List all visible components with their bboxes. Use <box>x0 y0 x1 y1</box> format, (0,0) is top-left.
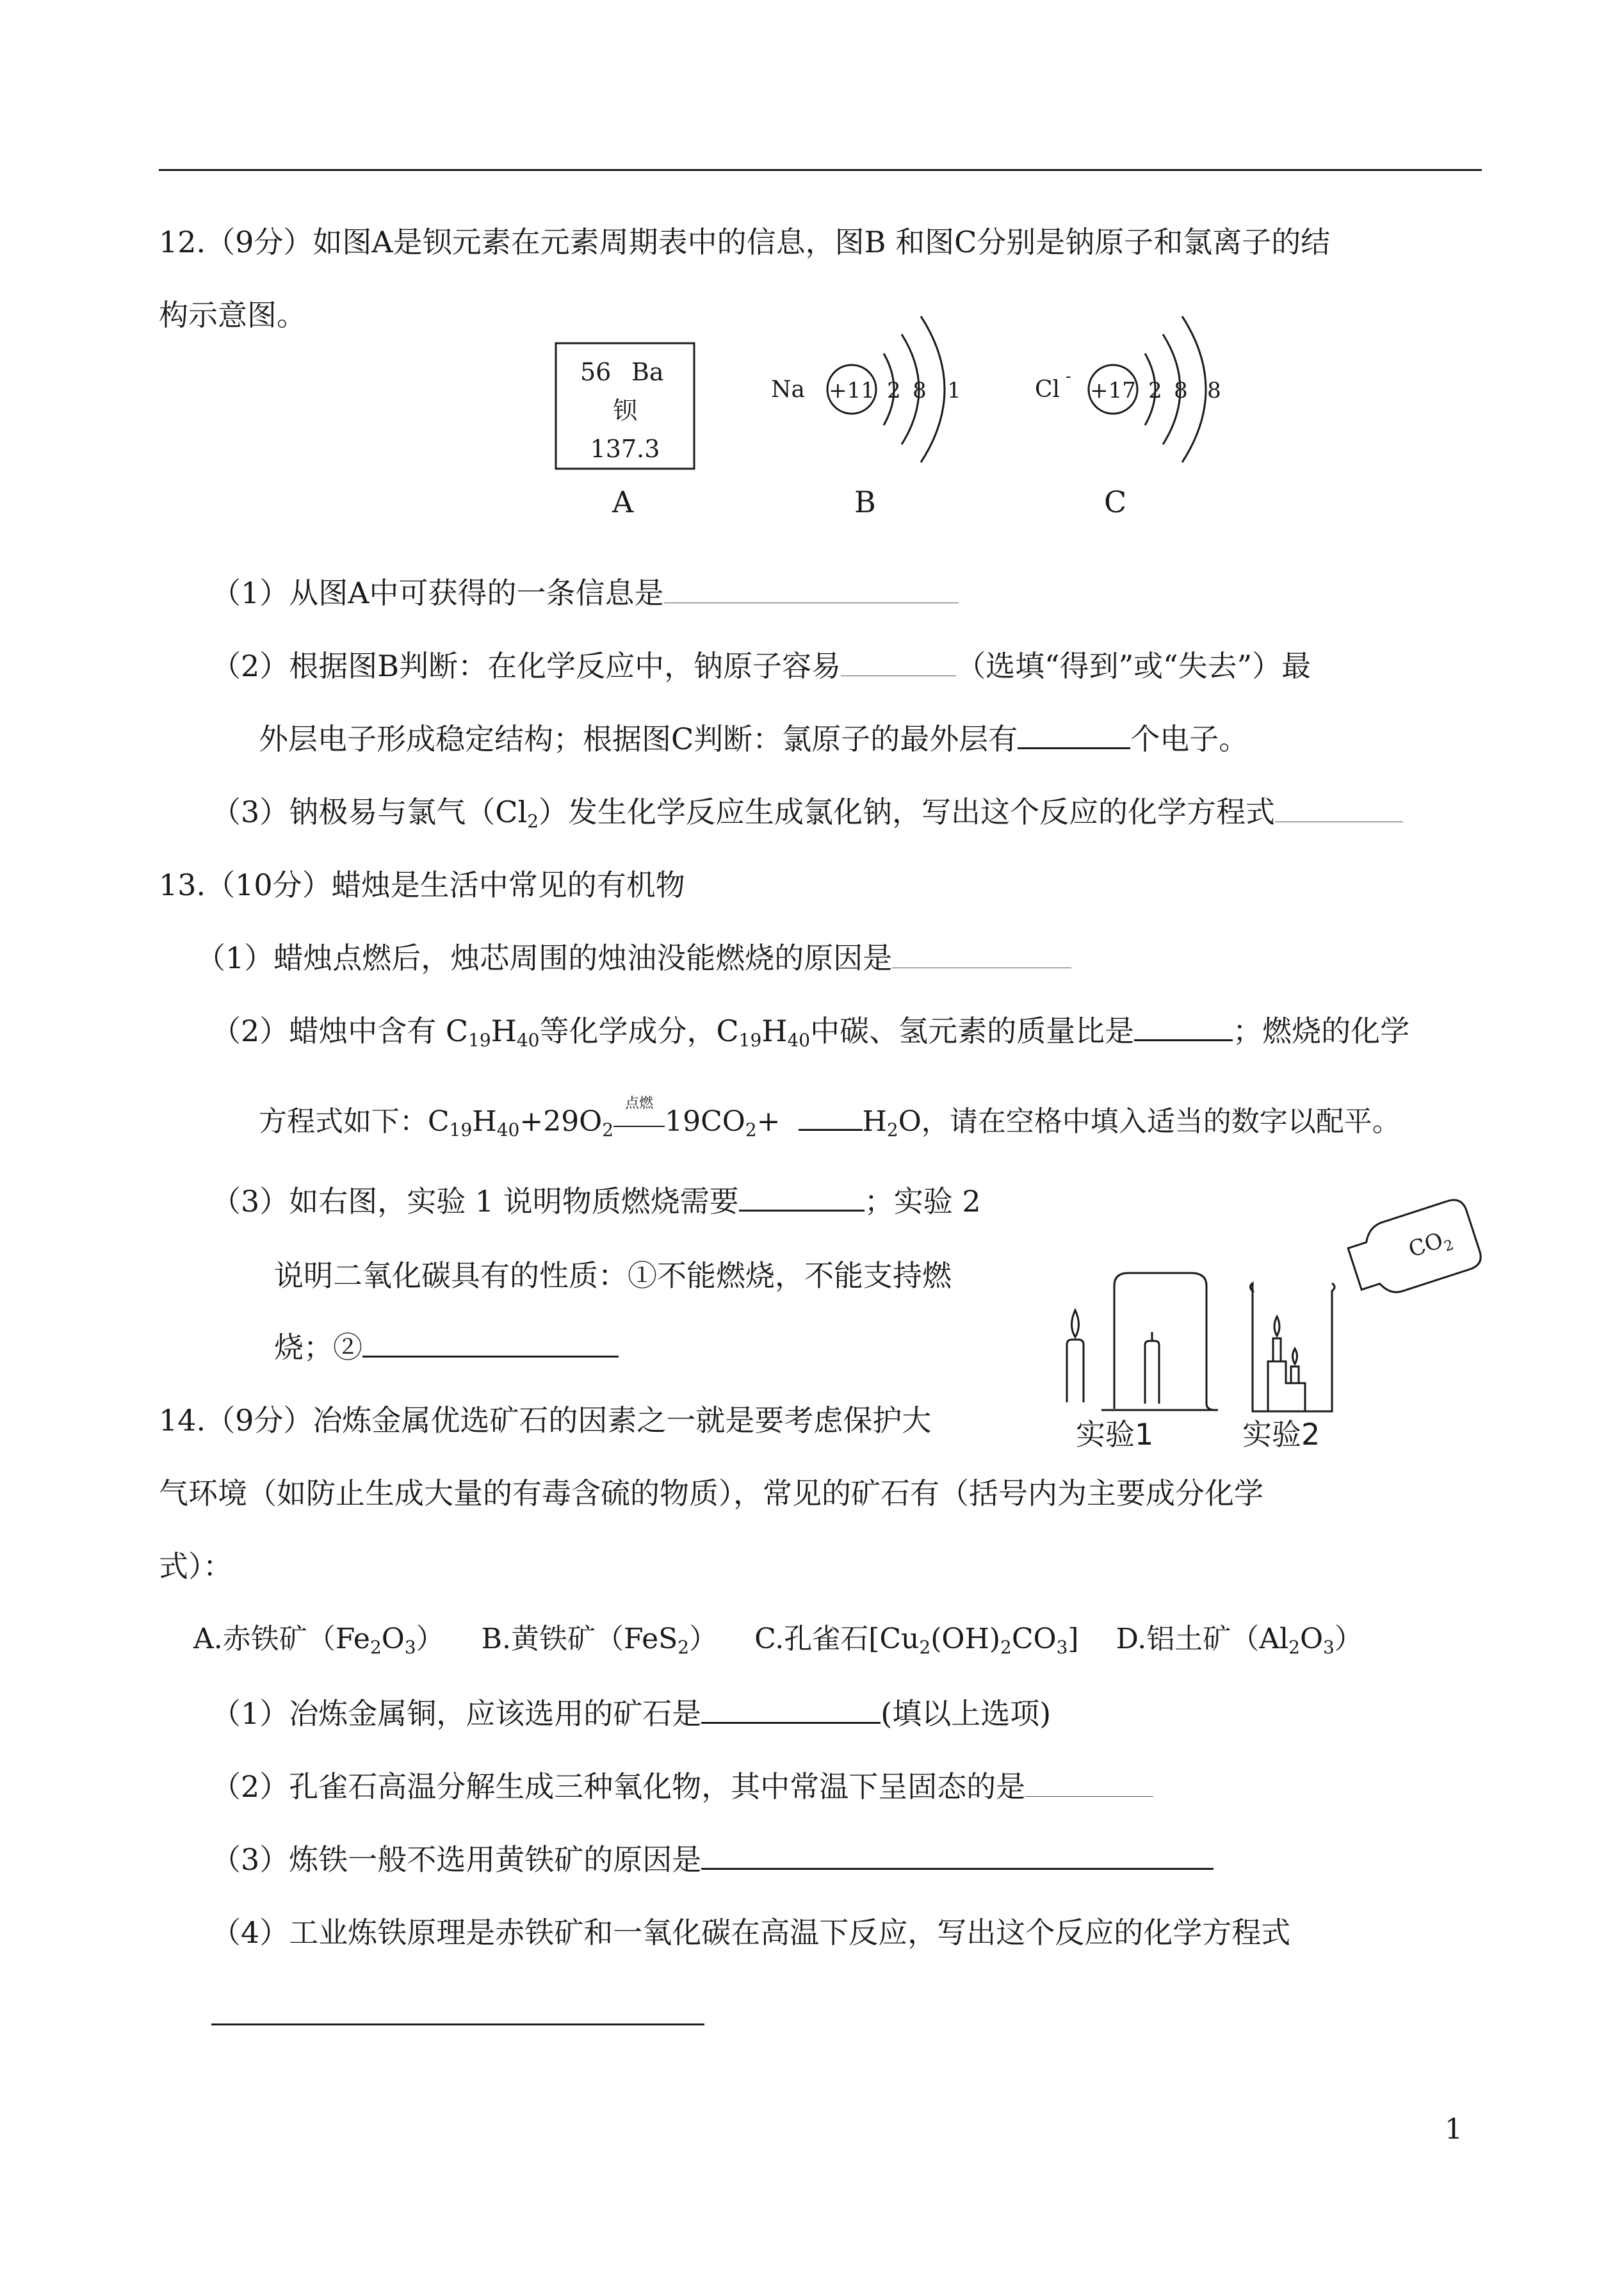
q13-sub1 <box>196 939 1071 977</box>
exp2-candle-low <box>1291 1366 1299 1383</box>
q13-sub3-answer-blank-2[interactable] <box>362 1330 619 1358</box>
cl-ion-charge: - <box>1066 367 1071 386</box>
q13-equation-line <box>259 1096 1401 1141</box>
q13-sub3-line3 <box>274 1328 619 1366</box>
q13-sub2-answer-blank-ratio[interactable] <box>1134 1014 1233 1041</box>
cl-shell-1-count: 2 <box>1148 378 1162 403</box>
na-nucleus-charge: +11 <box>829 378 875 403</box>
q13-sub3-line2: 说明二氧化碳具有的性质：①不能燃烧，不能支持燃 <box>274 1258 952 1293</box>
q13-sub3-text-d: 烧；② <box>274 1330 362 1365</box>
q14-sub4-answer-line[interactable] <box>211 2023 704 2025</box>
experiment-figure <box>1050 1191 1486 1460</box>
q13-sub2-text-b: H <box>491 1014 517 1048</box>
figure-c-svg <box>1031 301 1262 474</box>
q12-sub3-subscript: 2 <box>527 811 539 832</box>
cl-shell-2-count: 8 <box>1174 378 1188 403</box>
eq-h2o: H <box>862 1105 887 1138</box>
eq-condition-bar <box>613 1126 665 1127</box>
eq-sub5: 2 <box>886 1119 898 1140</box>
header-rule <box>159 169 1482 171</box>
q13-sub3-line1 <box>211 1182 981 1220</box>
q13-sub2-sub1: 19 <box>468 1030 491 1051</box>
q13-sub2-text-d: H <box>761 1014 788 1048</box>
figure-a-label: A <box>612 485 634 519</box>
eq-sub2: 40 <box>496 1119 520 1140</box>
figure-c-cl-structure <box>1031 301 1262 474</box>
q14-sub1-text: （1）冶炼金属铜，应该选用的矿石是 <box>211 1696 702 1731</box>
q14-stem-line1: 14.（9分）冶炼金属优选矿石的因素之一就是要考虑保护大 <box>159 1403 932 1438</box>
q13-sub2-text-e: 中碳、氢元素的质量比是 <box>810 1014 1135 1048</box>
option-b: B.黄铁矿（FeS$_2$） <box>481 1623 718 1658</box>
q13-sub1-answer-blank[interactable] <box>892 942 1071 968</box>
q13-sub3-text-b: ；实验 2 <box>864 1184 981 1219</box>
eq-reaction-condition <box>613 1096 665 1141</box>
q13-sub2-sub4: 40 <box>787 1030 811 1051</box>
q13-title: 13.（10分）蜡烛是生活中常见的有机物 <box>159 868 685 902</box>
q14-sub2-text: （2）孔雀石高温分解生成三种氧化物，其中常温下呈固态的是 <box>211 1769 1026 1804</box>
q14-sub3-answer-blank[interactable] <box>701 1842 1214 1870</box>
exp2-flame-low <box>1293 1349 1297 1364</box>
q12-stem-line2: 构示意图。 <box>159 298 306 332</box>
q13-sub2-text-c: 等化学成分，C <box>539 1014 739 1048</box>
q13-sub2-text-a: （2）蜡烛中含有 C <box>211 1014 469 1048</box>
q14-sub3 <box>211 1840 1214 1879</box>
eq-sub3: 2 <box>602 1119 614 1140</box>
q12-sub2-text-a: （2）根据图B判断：在化学反应中，钠原子容易 <box>211 649 841 683</box>
q12-sub2-text-c: 外层电子形成稳定结构；根据图C判断：氯原子的最外层有 <box>259 722 1018 756</box>
page-number: 1 <box>1445 2113 1463 2146</box>
q14-stem-line3: 式）： <box>159 1549 232 1584</box>
na-shell-3-count: 1 <box>947 378 961 403</box>
cl-shell-3-count: 8 <box>1207 378 1221 403</box>
co2-bottle <box>1344 1196 1484 1302</box>
q12-sub2-answer-blank-2[interactable] <box>1018 722 1130 749</box>
option-d: D.铝土矿$(Al_2O_3)$ <box>1116 1623 1363 1658</box>
q12-sub2-text-d: 个电子。 <box>1130 722 1249 756</box>
exp1-covered-candle <box>1145 1341 1159 1404</box>
eq-pre: 方程式如下：C <box>259 1105 450 1138</box>
exp1-caption: 实验1 <box>1076 1417 1154 1452</box>
q12-sub1-answer-blank[interactable] <box>664 577 959 603</box>
exp2-flame-high <box>1274 1317 1279 1336</box>
eq-product: 19CO <box>665 1105 745 1138</box>
eq-h: H <box>472 1105 497 1138</box>
element-name: 钡 <box>612 396 638 425</box>
eq-mid: +29O <box>519 1105 603 1138</box>
eq-plus: + <box>756 1105 781 1138</box>
element-atomic-number: 56 <box>580 358 612 386</box>
q14-sub2 <box>211 1767 1153 1806</box>
exp2-caption: 实验2 <box>1242 1417 1320 1452</box>
q12-sub2-text-b: （选填“得到”或“失去”）最 <box>956 649 1311 683</box>
q14-stem-line2: 气环境（如防止生成大量的有毒含硫的物质），常见的矿石有（括号内为主要成分化学 <box>159 1476 1263 1511</box>
q12-sub3-text-a: （3）钠极易与氯气（Cl <box>211 795 528 829</box>
q14-sub1-hint: (填以上选项) <box>881 1696 1052 1731</box>
co2-label: $CO_2$ <box>1405 1228 1456 1263</box>
q14-options <box>193 1620 1363 1658</box>
q13-sub3-answer-blank-1[interactable] <box>739 1184 865 1212</box>
exp1-open-candle <box>1067 1340 1084 1402</box>
q13-sub2-line1 <box>211 1012 1409 1050</box>
na-shell-1-count: 2 <box>887 378 901 403</box>
figure-b-na-structure <box>768 301 999 474</box>
element-symbol: Ba <box>631 358 664 386</box>
figure-c-label: C <box>1104 485 1127 519</box>
q13-sub2-sub2: 40 <box>516 1030 540 1051</box>
q12-sub2-line2 <box>259 720 1248 758</box>
figure-a-svg <box>555 342 695 470</box>
q12-sub3-text-b: ）发生化学反应生成氯化钠，写出这个反应的化学方程式 <box>539 795 1276 829</box>
eq-condition-text: 点燃 <box>625 1096 654 1112</box>
q13-sub1-text: （1）蜡烛点燃后，烛芯周围的烛油没能燃烧的原因是 <box>196 941 893 975</box>
q14-sub4: （4）工业炼铁原理是赤铁矿和一氧化碳在高温下反应，写出这个反应的化学方程式 <box>211 1915 1291 1950</box>
q12-sub1-text: （1）从图A中可获得的一条信息是 <box>211 576 664 610</box>
q13-sub2-sub3: 19 <box>738 1030 762 1051</box>
exp2-beaker <box>1250 1283 1335 1411</box>
exp1-open-flame <box>1072 1310 1079 1337</box>
q12-stem-line1: 12.（9分）如图A是钡元素在元素周期表中的信息，图B 和图C分别是钠原子和氯离子的结 <box>159 225 1331 259</box>
eq-sub1: 19 <box>449 1119 473 1140</box>
exp2-candle-high <box>1273 1338 1281 1361</box>
eq-sub4: 2 <box>745 1119 757 1140</box>
q13-sub2-text-f: ；燃烧的化学 <box>1233 1014 1410 1048</box>
na-symbol: Na <box>771 377 805 403</box>
cl-nucleus-charge: +17 <box>1090 378 1136 403</box>
figure-b-label: B <box>854 485 876 519</box>
figure-b-svg <box>768 301 999 474</box>
eq-tail: O，请在空格中填入适当的数字以配平。 <box>898 1105 1401 1138</box>
option-c: C.孔雀石$[Cu_2(OH)_2CO_3]$ <box>754 1623 1079 1658</box>
cl-symbol: Cl <box>1035 377 1060 403</box>
q12-sub1 <box>211 574 959 612</box>
q12-sub2-answer-blank-1[interactable] <box>841 650 956 676</box>
exp1-glass-cover <box>1114 1273 1215 1410</box>
q14-sub3-text: （3）炼铁一般不选用黄铁矿的原因是 <box>211 1842 702 1877</box>
figure-a-element-cell <box>555 342 695 470</box>
q14-sub1-answer-blank[interactable] <box>701 1696 881 1724</box>
q14-sub2-answer-blank[interactable] <box>1025 1771 1153 1797</box>
element-atomic-mass: 137.3 <box>590 435 660 463</box>
q12-sub3-answer-blank[interactable] <box>1275 796 1403 822</box>
na-shell-2-count: 8 <box>913 378 927 403</box>
option-a: A.赤铁矿$(Fe_2O_3)$ <box>193 1623 444 1658</box>
q13-eq-answer-blank[interactable] <box>799 1103 863 1131</box>
q12-sub3 <box>211 793 1403 831</box>
q13-sub3-text-a: （3）如右图，实验 1 说明物质燃烧需要 <box>211 1184 739 1219</box>
q12-sub2-line1 <box>211 647 1311 685</box>
q14-sub1 <box>211 1694 1051 1733</box>
